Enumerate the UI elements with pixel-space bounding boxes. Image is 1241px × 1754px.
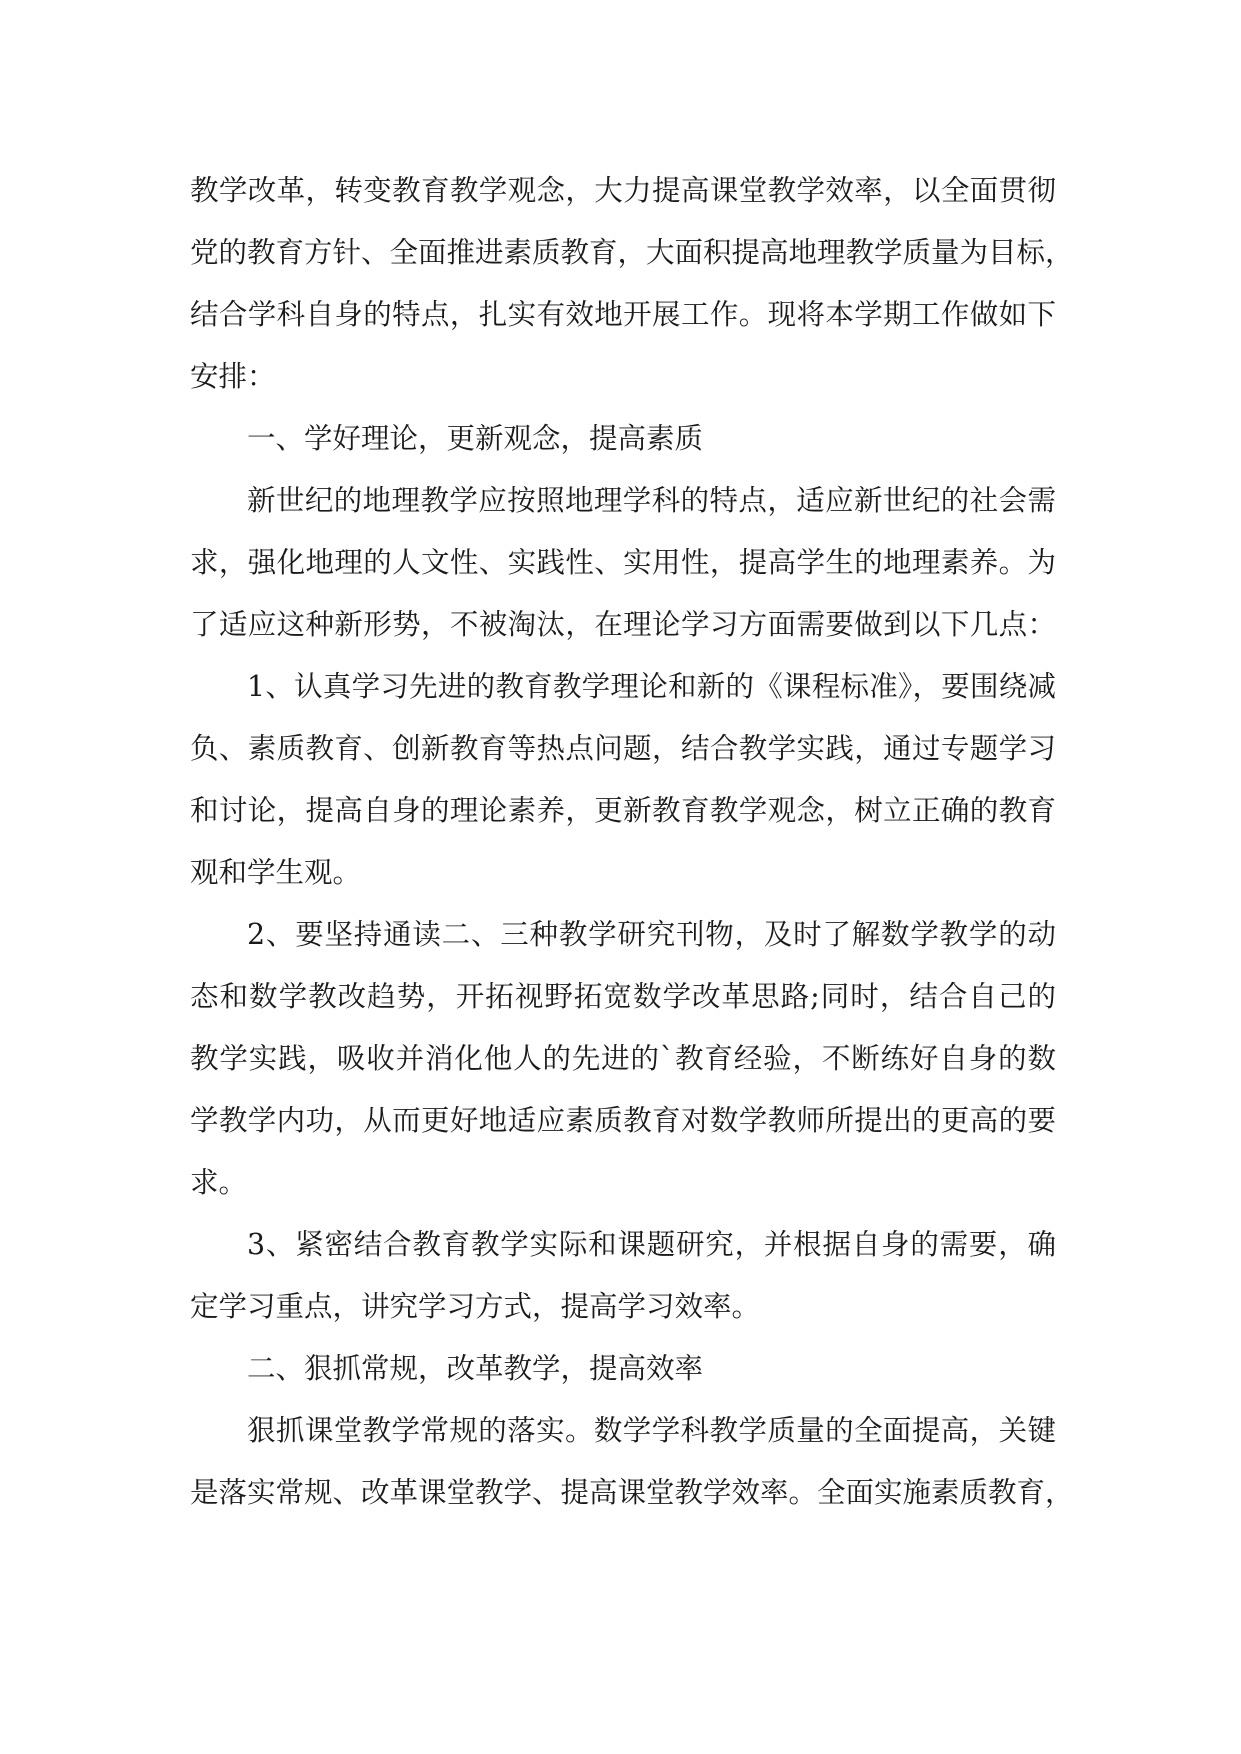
text-line: 结合学科自身的特点，扎实有效地开展工作。现将本学期工作做如下 [190, 298, 1056, 331]
text-line: 负、素质教育、创新教育等热点问题，结合教学实践，通过专题学习 [190, 732, 1056, 765]
text-line: 安排： [190, 360, 276, 393]
text-line: 狠抓课堂教学常规的落实。数学学科教学质量的全面提高，关键 [247, 1414, 1056, 1447]
text-line: 是落实常规、改革课堂教学、提高课堂教学效率。全面实施素质教育， [190, 1476, 1074, 1509]
text-line: 学教学内功，从而更好地适应素质教育对数学教师所提出的更高的要 [190, 1104, 1056, 1137]
text-line: 定学习重点，讲究学习方式，提高学习效率。 [190, 1290, 761, 1323]
text-line: 观和学生观。 [190, 856, 362, 889]
text-line: 二、狠抓常规，改革教学，提高效率 [247, 1352, 704, 1385]
text-line: 一、学好理论，更新观念，提高素质 [247, 422, 704, 455]
text-line: 党的教育方针、全面推进素质教育，大面积提高地理教学质量为目标， [190, 236, 1074, 269]
text-line: 3、紧密结合教育教学实际和课题研究，并根据自身的需要，确 [247, 1228, 1056, 1261]
text-line: 1、认真学习先进的教育教学理论和新的《课程标准》，要围绕减 [247, 670, 1056, 703]
text-line: 教学实践，吸收并消化他人的先进的`教育经验，不断练好自身的数 [190, 1042, 1056, 1075]
text-line: 态和数学教改趋势，开拓视野拓宽数学改革思路;同时，结合自己的 [190, 980, 1056, 1013]
text-line: 教学改革，转变教育教学观念，大力提高课堂教学效率，以全面贯彻 [190, 174, 1056, 207]
text-line: 了适应这种新形势，不被淘汰，在理论学习方面需要做到以下几点： [190, 608, 1056, 641]
text-line: 求，强化地理的人文性、实践性、实用性，提高学生的地理素养。为 [190, 546, 1056, 579]
text-line: 2、要坚持通读二、三种教学研究刊物，及时了解数学教学的动 [247, 918, 1056, 951]
text-line: 新世纪的地理教学应按照地理学科的特点，适应新世纪的社会需 [247, 484, 1056, 517]
text-line: 和讨论，提高自身的理论素养，更新教育教学观念，树立正确的教育 [190, 794, 1056, 827]
text-line: 求。 [190, 1166, 248, 1199]
body-text [190, 160, 1074, 1524]
